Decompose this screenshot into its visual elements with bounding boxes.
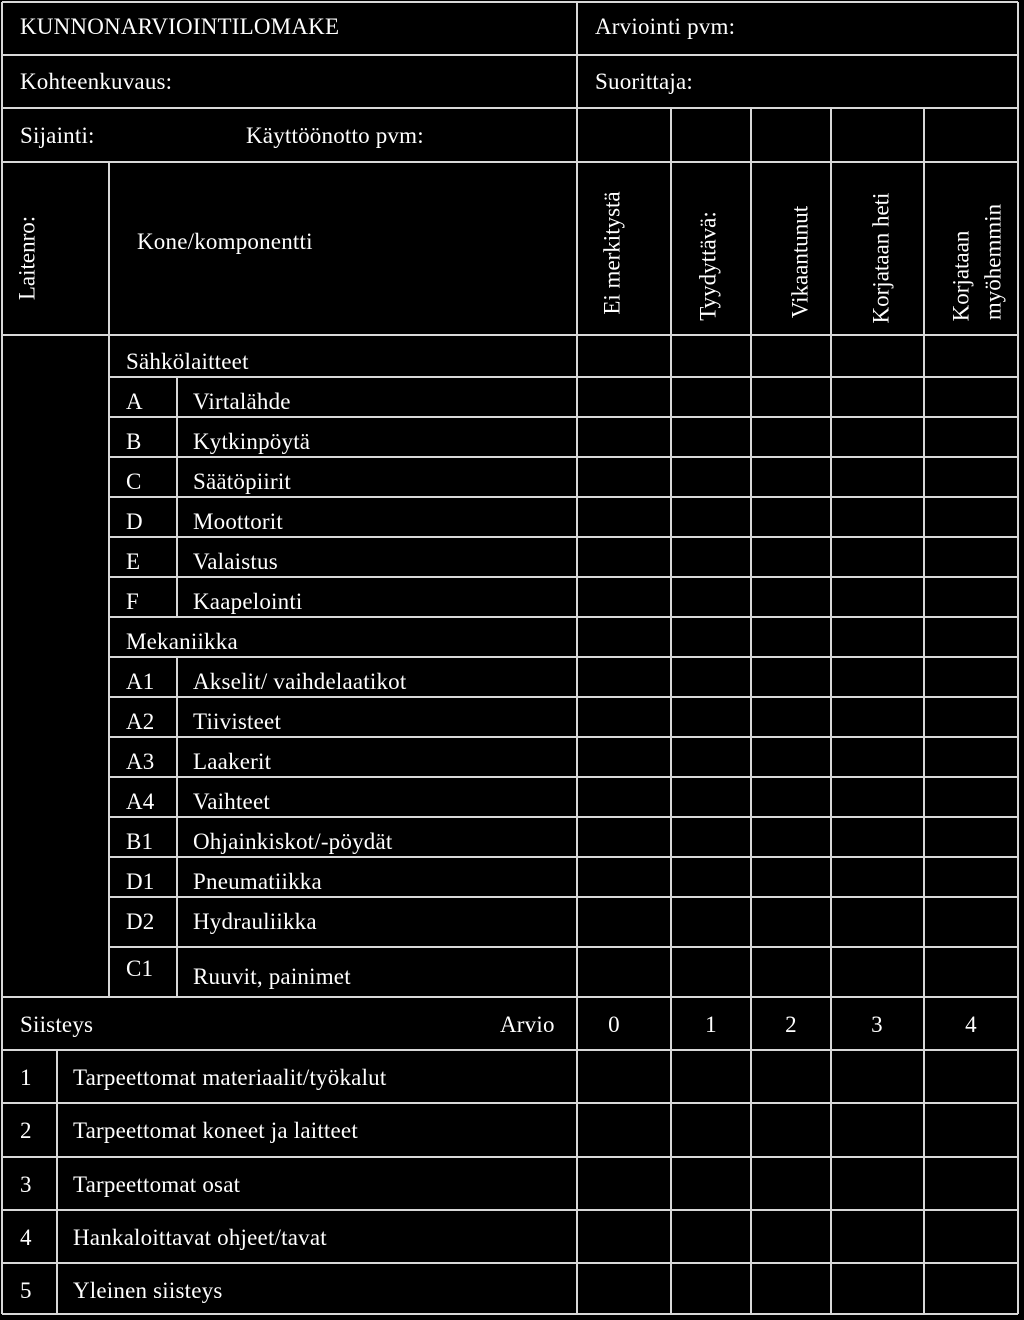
row-code: D1 bbox=[126, 869, 155, 894]
row-code: D2 bbox=[126, 909, 155, 934]
row-component-name: Pneumatiikka bbox=[193, 869, 322, 894]
score-label: Arvio bbox=[500, 1012, 555, 1037]
tidiness-row-number: 1 bbox=[20, 1065, 32, 1090]
row-code: B bbox=[126, 429, 142, 454]
location-label: Sijainti: bbox=[20, 123, 95, 148]
tidiness-row-text: Tarpeettomat koneet ja laitteet bbox=[73, 1118, 358, 1143]
row-component-name: Ruuvit, painimet bbox=[193, 964, 351, 989]
tidiness-row-number: 3 bbox=[20, 1172, 32, 1197]
row-code: C bbox=[126, 469, 142, 494]
tidiness-row-text: Tarpeettomat materiaalit/työkalut bbox=[73, 1065, 387, 1090]
tidiness-row-text: Hankaloittavat ohjeet/tavat bbox=[73, 1225, 327, 1250]
row-code: A4 bbox=[126, 789, 155, 814]
row-code: A2 bbox=[126, 709, 155, 734]
score-value: 4 bbox=[965, 1012, 977, 1037]
tidiness-row-number: 4 bbox=[20, 1225, 32, 1250]
row-code: B1 bbox=[126, 829, 154, 854]
row-component-name: Virtalähde bbox=[193, 389, 291, 414]
score-value: 0 bbox=[608, 1012, 620, 1037]
tidiness-row-number: 5 bbox=[20, 1278, 32, 1303]
section-title-mechanics: Mekaniikka bbox=[126, 629, 238, 654]
rating-header-repair-now: Korjataan heti bbox=[868, 192, 894, 324]
row-component-name: Valaistus bbox=[193, 549, 278, 574]
commissioning-date-label: Käyttöönotto pvm: bbox=[246, 123, 424, 148]
row-component-name: Ohjainkiskot/-pöydät bbox=[193, 829, 393, 854]
rating-header-repair-later: Korjataan bbox=[948, 230, 974, 322]
row-component-name: Säätöpiirit bbox=[193, 469, 292, 494]
device-number-header: Laitenro: bbox=[14, 215, 40, 301]
rating-header-no-significance: Ei merkitystä bbox=[599, 191, 625, 315]
row-component-name: Hydrauliikka bbox=[193, 909, 317, 934]
section-title-tidiness: Siisteys bbox=[20, 1012, 94, 1037]
row-code: D bbox=[126, 509, 143, 534]
score-value: 1 bbox=[705, 1012, 717, 1037]
section-title-electrical: Sähkölaitteet bbox=[126, 349, 249, 374]
row-code: F bbox=[126, 589, 139, 614]
row-component-name: Tiivisteet bbox=[193, 709, 282, 734]
row-code: A1 bbox=[126, 669, 155, 694]
score-value: 2 bbox=[785, 1012, 797, 1037]
row-component-name: Akselit/ vaihdelaatikot bbox=[193, 669, 407, 694]
row-component-name: Kaapelointi bbox=[193, 589, 303, 614]
row-code: E bbox=[126, 549, 141, 574]
score-value: 3 bbox=[871, 1012, 883, 1037]
performer-label: Suorittaja: bbox=[595, 69, 694, 94]
form-title: KUNNONARVIOINTILOMAKE bbox=[20, 14, 340, 39]
row-component-name: Vaihteet bbox=[193, 789, 270, 814]
row-component-name: Laakerit bbox=[193, 749, 272, 774]
target-description-label: Kohteenkuvaus: bbox=[20, 69, 173, 94]
assessment-date-label: Arviointi pvm: bbox=[595, 14, 736, 39]
row-code: A bbox=[126, 389, 143, 414]
row-code: A3 bbox=[126, 749, 155, 774]
tidiness-row-text: Tarpeettomat osat bbox=[73, 1172, 241, 1197]
rating-header-failed: Vikaantunut bbox=[787, 205, 813, 319]
row-code: C1 bbox=[126, 956, 154, 981]
row-component-name: Moottorit bbox=[193, 509, 283, 534]
rating-header-repair-later-2: myöhemmin bbox=[980, 203, 1006, 321]
rating-header-satisfactory: Tyydyttävä: bbox=[695, 211, 721, 321]
tidiness-row-text: Yleinen siisteys bbox=[73, 1278, 223, 1303]
component-header: Kone/komponentti bbox=[137, 229, 313, 254]
row-component-name: Kytkinpöytä bbox=[193, 429, 311, 454]
tidiness-row-number: 2 bbox=[20, 1118, 32, 1143]
